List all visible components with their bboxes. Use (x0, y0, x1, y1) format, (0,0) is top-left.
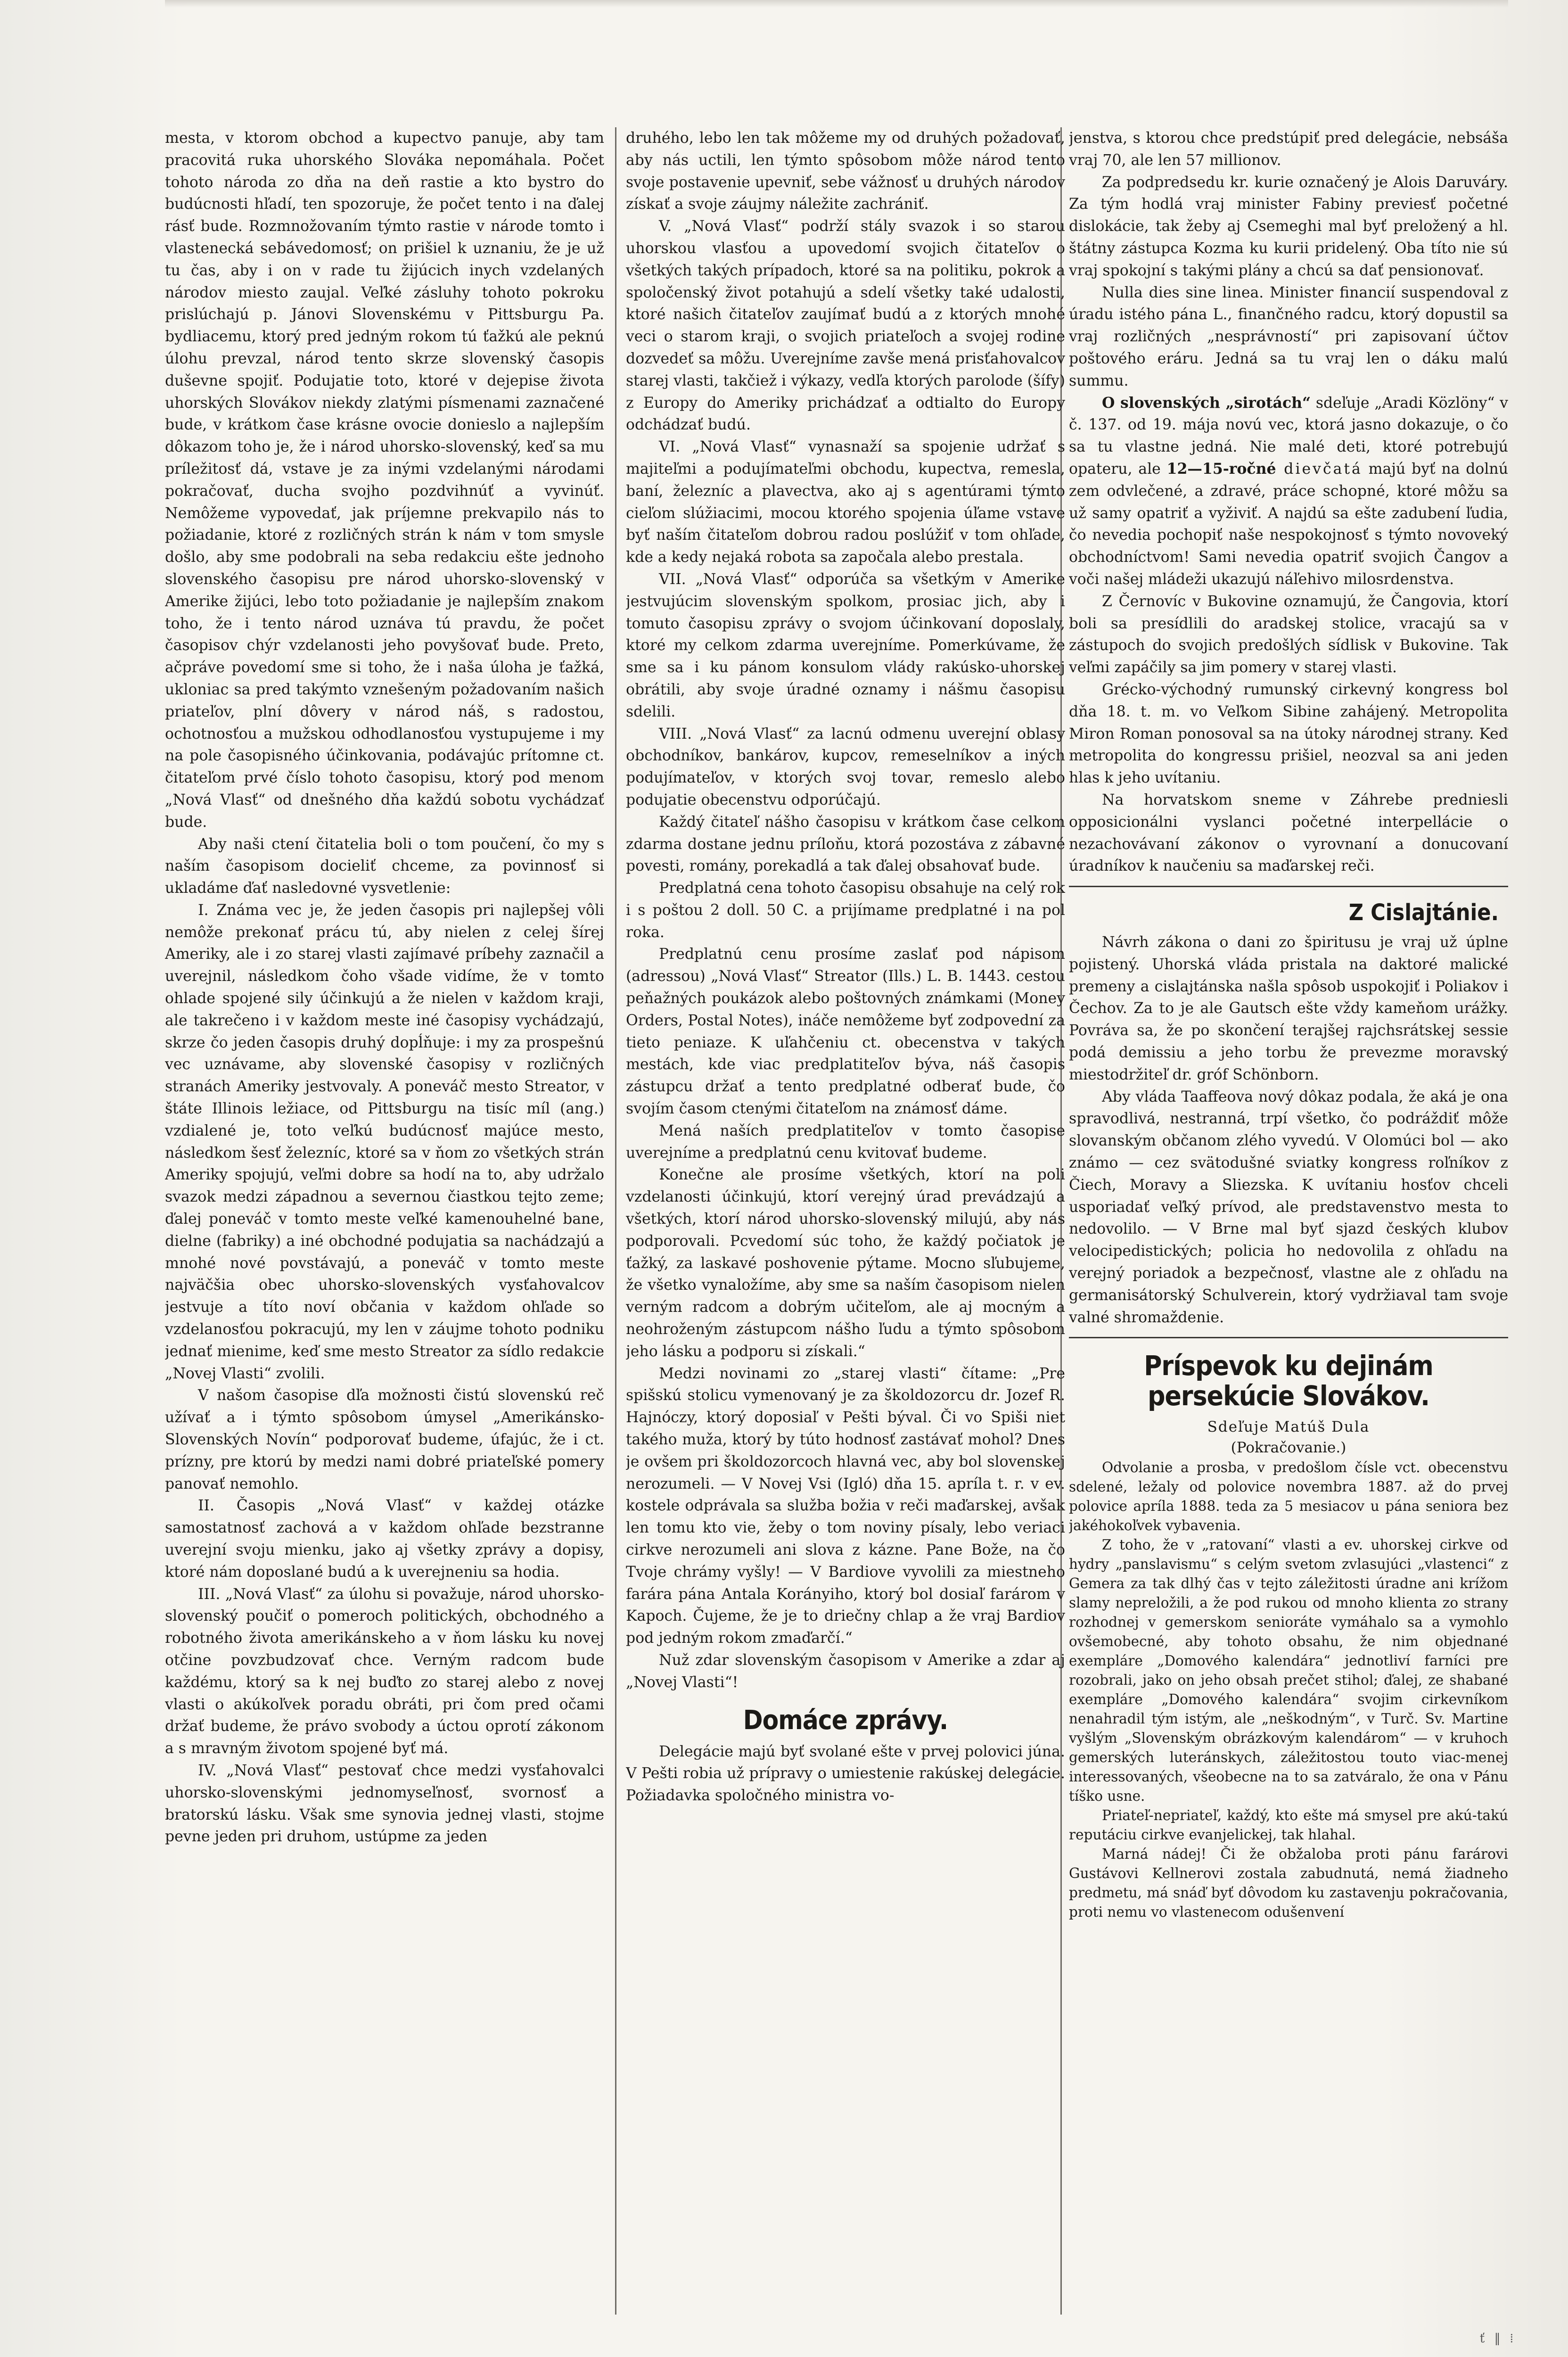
article-paragraph: Predplatná cena tohoto časopisu obsahuje na celý rok i s poštou 2 doll. 50 C. a prijímame predplatné i na pol roka. (626, 880, 1065, 941)
article-paragraph: V. „Nová Vlasť“ podrží stály svazok i so starou uhorskou vlasťou a upovedomí svojich čitateľov o všetkých takých prípadoch, ktoré sa na politiku, pokrok a spoločenský život potahujú a sdelí všetky také udalosti, ktoré našich čitateľov zaujímať budú a z ktorých mnohé veci o starom kraji, o svojich priateľoch a svojej rodine dozvedeť sa môžu. Uverejníme zavše mená prisťahovalcov starej vlasti, takčiež i výkazy, vedľa ktorých parolode (šífy) z Europy do Ameriky prichádzať a odtialto do Europy odchádzať budú. (626, 218, 1065, 434)
article-paragraph: Aby naši ctení čitatelia boli o tom poučení, čo my s naším časopisom docieliť chceme, za povinnosť si ukladáme ďať nasledovné vysvetlenie: (165, 835, 604, 897)
section-rule (1069, 886, 1508, 887)
article-paragraph: Z Černovíc v Bukovine oznamujú, že Čangovia, ktorí boli sa presídlili do aradskej stolice, vracajú sa v zástupoch do svojich predošlých sídlisk v Bukovine. Tak veľmi zapáčily sa jim pomery v starej vlasti. (1069, 593, 1508, 676)
section-heading-prispevok: Príspevok ku dejinám persekúcie Slovákov. (1144, 1350, 1433, 1412)
article-paragraph: jenstva, s ktorou chce predstúpiť pred delegácie, nebsáša vraj 70, ale len 57 millionov. (1069, 130, 1508, 169)
column-divider (615, 127, 616, 2315)
article-paragraph: VII. „Nová Vlasť“ odporúča sa všetkým v Amerike jestvujúcim slovenským spolkom, prosiac jich, aby i tomuto časopisu zprávy o svojom účinkovaní doposlaly, ktoré my celkom zdarma uverejníme. Pomerkúvame, že sme sa i ku pánom konsulom vlády rakúsko-uhorskej obrátili, aby svoje úradné oznamy i nášmu časopisu sdelili. (626, 570, 1065, 720)
article-byline: Sdeľuje Matúš Dula (1207, 1418, 1370, 1436)
article-paragraph: Grécko-východný rumunský cirkevný kongress bol dňa 18. t. m. vo Veľkom Sibine zahájený. Metropolita Miron Roman ponosoval sa na útoky národnej strany. Keď metropolita do kongressu prišiel, neozval sa ani jeden hlas k jeho uvítaniu. (1069, 681, 1508, 787)
article-paragraph: Za podpredsedu kr. kurie označený je Alois Daruváry. Za tým hodlá vraj minister Fabiny previesť početné dislokácie, tak žeby aj Csemeghi mal byť preložený a hl. štátny zástupca Kozma ku kurii pridelený. Oba títo nie sú vraj spokojní s takými plány a chcú sa dať pensionovať. (1069, 173, 1508, 279)
page-footer-mark: ť ‖ ⁞ (1479, 2332, 1516, 2346)
article-paragraph: Na horvatskom sneme v Záhrebe predniesli opposicionálni vyslanci početné interpellácie o nezachovávaní zákonov o vyrovnaní a donucovaní úradníkov k naučeniu sa maďarskej reči. (1069, 791, 1508, 875)
article-paragraph: III. „Nová Vlasť“ za úlohu si považuje, národ uhorsko-slovenský poučiť o pomeroch politických, obchodného a robotného života amerikánskeho a v ňom lásku ku novej otčine povzbudzovať chce. Verným radcom bude každému, ktorý sa k nej buďto zo starej alebo z novej vlasti o akúkoľvek poradu obráti, pri čom pred očami držať budeme, že právo svobody a úctou oprotí zákonom a s mravným životom spojené byť má. (165, 1585, 604, 1757)
article-paragraph: Medzi novinami zo „starej vlasti“ čítame: „Pre spišskú stolicu vymenovaný je za školdozorcu dr. Jozef R. Hajnóczy, ktorý doposiaľ v Pešti býval. Či vo Spiši niet takého muža, ktorý by túto hodnosť zastávať mohol? Dnes je ovšem pri školdozorcoch hlavná vec, aby bol slovenskej nerozumeli. — V Novej Vsi (Igló) dňa 15. apríla t. r. v ev. kostele odprávala sa služba božia v reči maďarskej, avšak len tomu kto vie, žeby o tom noviny písaly, lebo veriaci cirkve nerozumeli ani slova z kázne. Pane Bože, na čo Tvoje chrámy vyšly! — V Bardiove vyvolili za miestneho farára pána Antala Korányiho, ktorý bol dosiaľ farárom v Kapoch. Čujeme, že je to driečny chlap a že vraj Bardiov pod jedným rokom zmaďarčí.“ (626, 1365, 1065, 1647)
article-paragraph: druhého, lebo len tak môžeme my od druhých požadovať, aby nás uctili, len týmto spôsobom môže národ tento svoje postavenie upevniť, sebe vážnosť u druhých národov získať a svoje záujmy náležite zachrániť. (626, 130, 1065, 213)
top-edge-shadow (165, 0, 1508, 8)
article-text: majú byť na dolnú zem odvlečené, a zdravé, práce schopné, ktoré môžu sa už samy opatriť a vyživiť. A najdú sa ešte zadubení ľudia, čo nevedia pochopiť naše nespokojnosť s týmto novoveký obchodníctvom! Sami nevedia opatriť svojich Čangov a voči našej mládeži ukazujú náľehivo milosrdenstva. (1069, 460, 1508, 588)
article-paragraph: Odvolanie a prosba, v predošlom čísle vct. obecenstvu sdelené, ležaly od polovice novembra 1887. až do prvej polovice apríla 1888. teda za 5 mesiacov u pána seniora bez jakéhokoľvek vybavenia. (1069, 1459, 1508, 1534)
article-paragraph: Každý čitateľ nášho časopisu v krátkom čase celkom zdarma dostane jednu príloňu, ktorá pozostáva z zábavné povesti, romány, porekadlá a tak ďalej obsahovať bude. (626, 813, 1065, 875)
article-paragraph: VIII. „Nová Vlasť“ za lacnú odmenu uverejní oblasy obchodníkov, bankárov, kupcov, remeselníkov a iných podujímateľov, v ktorých svoj tovar, remeslo alebo podujatie obecenstvu odporúčajú. (626, 725, 1065, 808)
emphasis-age: 12—15-ročné (1166, 460, 1276, 478)
section-heading-domace: Domáce zprávy. (743, 1705, 948, 1736)
column-middle (626, 127, 1065, 2312)
article-paragraph: Priateľ-nepriateľ, každý, kto ešte má smysel pre akú-takú reputáciu cirkve evanjelickej, tak hlahal. (1069, 1807, 1508, 1843)
article-subtitle: (Pokračovanie.) (1231, 1439, 1346, 1457)
column-left (165, 127, 604, 2312)
article-paragraph: Delegácie majú byť svolané ešte v prvej polovici júna. V Pešti robia už prípravy o umiestenie rakúskej delegácie. Požiadavka spoločného ministra vo- (626, 1743, 1065, 1805)
article-paragraph: Predplatnú cenu prosíme zaslať pod nápisom (adressou) „Nová Vlasť“ Streator (Ills.) L. B. 1443. cestou peňažných poukázok alebo poštovných známkami (Money Orders, Postal Notes), ináče nemôžeme byť zodpovední za tieto peniaze. K uľahčeniu ct. obecenstva v takých mestách, kde viac predplatiteľov býva, náš časopis zástupcu držať a tento predplatné odberať bude, čo svojím časom ctenými čitateľom na známosť dáme. (626, 946, 1065, 1118)
article-paragraph: I. Známa vec je, že jeden časopis pri najlepšej vôli nemôže prekonať prácu tú, aby nielen z celej šírej Ameriky, ale i zo starej vlasti zajímavé príbehy zaznačil a uverejnil, následkom čoho všade vidíme, že v tomto ohlade spojené sily účinkujú a že nielen v každom kraji, ale takrečeno i v každom meste iné časopisy vychádzajú, skrze čo jeden časopis druhý dopĺňuje: i my za prospešnú vec uznávame, aby slovenské časopisy v rozličných stranách Ameriky jestvovaly. A poneváč mesto Streator, v štáte Illinois ležiace, od Pittsburgu na tisíc míl (ang.) vzdialené je, toto veľkú budúcnosť majúce mesto, následkom šesť železníc, ktoré sa v ňom zo všetkých strán Ameriky spojujú, veľmi dobre sa hodí na to, aby udržalo svazok medzi západnou a severnou čiastkou tejto zeme; ďalej poneváč v tomto meste veľké kamenouhelné bane, dielne (fabriky) a iné obchodné podujatia sa nachádzajú a mnohé nové povstávajú, a poneváč v tomto meste najväčšia obec uhorsko-slovenských vysťahovalcov jestvuje a títo noví občania v každom ohľade so vzdelanosťou pokracujú, my len v záujme tohoto podniku jednať mienime, keď sme mesto Streator za sídlo redakcie „Novej Vlasti“ zvolili. (165, 901, 604, 1382)
article-body-small (1069, 1458, 1508, 1922)
article-paragraph: II. Časopis „Nová Vlasť“ v každej otázke samostatnosť zachová a v každom ohľade bezstranne uverejní svoju mienku, jako aj všetky zprávy a dopisy, ktoré nám doposlané budú a k uverejneniu sa hodia. (165, 1497, 604, 1581)
article-paragraph: Návrh zákona o dani zo špiritusu je vraj už úplne pojistený. Uhorská vláda pristala na daktoré malické premeny a cislajtánska našla spôsob uspokojiť i Poliakov i Čechov. Za to je ale Gautsch ešte vždy kameňom urážky. Povráva sa, že po skončení terajšej rajchsrátskej sessie podá demissiu a jeho torbu že prevezme moravský miestodržiteľ dr. gróf Schönborn. (1069, 934, 1508, 1083)
article-paragraph: Nulla dies sine linea. Minister financií suspendoval z úradu istého pána L., finančného radcu, ktorý dopustil sa vraj rozličných „nesprávností“ pri zapisovaní účtov poštového eráru. Jedná sa tu vraj len o dáku malú summu. (1069, 284, 1508, 389)
article-paragraph: Marná nádej! Či že obžaloba proti pánu farárovi Gustávovi Kellnerovi zostala zabudnutá, nemá žiadneho predmetu, má snáď byť dôvodom ku zastavenju pokračovania, proti nemu vo vlastenecom odušenvení (1069, 1846, 1508, 1920)
article-paragraph: Aby vláda Taaffeova nový dôkaz podala, že aká je ona spravodlivá, nestranná, trpí všetko, čo podráždiť môže slovanským občanom zlého vyvedú. V Olomúci bol — ako známo — cez svätodušné sviatky kongress roľníkov z Čiech, Moravy a Sliezska. K uvítaniu hosťov chceli usporiadať veľký prívod, ale predstavenstvo mesta to nedovolilo. — V Brne mal byť sjazd českých klubov velocipedistických; policia ho nedovolila z ohľadu na verejný poriadok a bezpečnosť, vlastne ale z ohľadu na germanisátorský Schulverein, ktorý vydržiaval tam svoje valné shromaždenie. (1069, 1088, 1508, 1326)
article-paragraph: Z toho, že v „ratovaní“ vlasti a ev. uhorskej cirkve od hydry „panslavismu“ s celým svetom zvlasujúci „vlastenci“ z Gemera za tak dlhý čas v tejto záležitosti úradne ani krížom slamy nepreložili, a že pod rukou od mnoho klienta zo strany rozhodnej v gemerskom senioráte vymáhalo sa a vymohlo ovšemobecné, aby tohoto obsahu, že nim objednané exempláre „Domového kalendára“ jednotliví farníci pre rozobrali, jako on jeho obsah prečet stihol; ďalej, ze shabané exempláre „Domového kalendára“ svojim cirkevníkom nenahradil tým istým, ale „neškodným“, v Turč. Sv. Martine vyšlým „Slovenským obrázkovým kalendárom“ — v kruhoch gemerských luteránskych, záležitostou touto viac-menej interessovaných, všeobecne na to sa zatváralo, že ona v Pánu tíško usne. (1069, 1537, 1508, 1805)
section-heading-cislajtanie: Z Cislajtánie. (1348, 899, 1499, 926)
emphasis-spaced: dievčatá (1276, 460, 1363, 478)
article-paragraph: VI. „Nová Vlasť“ vynasnaží sa spojenie udržať s majiteľmi a podujímateľmi obchodu, kupectva, remesla, baní, železníc a plavectva, ako aj s agentúrami týmto cieľom slúžiacimi, mocou ktorého spojenia úľame vstave byť naším čitateľom dobrou radou poslúžiť v tom ohľade, kde a kedy nejaká robota sa započala alebo prestala. (626, 438, 1065, 566)
article-paragraph: IV. „Nová Vlasť“ pestovať chce medzi vysťahovalci uhorsko-slovenskými jednomyseľnosť, svornosť a bratorskú lásku. Však sme synovia jednej vlasti, stojme pevne jeden pri druhom, ustúpme za jeden (165, 1762, 604, 1846)
article-paragraph: mesta, v ktorom obchod a kupectvo panuje, aby tam pracovitá ruka uhorského Slováka nepomáhala. Počet tohoto národa zo dňa na deň rastie a kto bystro do budúcnosti hľadí, ten spozoruje, že počet tento i na ďalej rásť bude. Rozmnožovaním týmto rastie v národe tomto i vlastenecká sebávedomosť; on prišiel k uznaniu, že je už tu čas, aby i on v rade tu žijúcich inych vzdelaných národov miesto zaujal. Veľké zásluhy tohoto pokroku prislúchajú p. Jánovi Slovenskému v Pittsburgu Pa. bydliacemu, ktorý pred jedným rokom tú ťažkú ale peknú úlohu prevzal, národ tento skrze slovenský časopis duševne spojiť. Podujatie toto, ktoré v dejepise života uhorských Slovákov niekdy zlatými písmenami zaznačené bude, v krátkom čase krásne ovocie donieslo a najlepším dôkazom toho je, že i národ uhorsko-slovenský, keď sa mu príležitosť dá, vstave je za inými vzdelanými národami pokračovať, ducha svojho pozdvihnúť a vyvinúť. Nemôžeme vypovedať, jak príjemne prekvapilo nás to požiadanie, ktoré z rozličných strán k nám v tom smysle došlo, aby sme podobrali na seba redakciu ešte jednoho slovenského časopisu pre národ uhorsko-slovenský v Amerike žijúci, lebo toto požiadanie je najlepším znakom toho, že i tento národ uznáva tú pravdu, že počet časopisov chýr vzdelanosti jeho povyšovať bude. Preto, ačpráve povedomí sme si toho, že i naša úloha je ťažká, ukloniac sa pred takýmto vznešeným požadovaním našich priateľov, plní dôvery v národ náš, s radostou, ochotnosťou a mužskou odhodlanosťou vystupujeme i my na pole časopisného účinkovania, podávajúc prítomne ct. čitateľom prvé číslo tohoto časopisu, ktorý pod menom „Nová Vlasť“ od dnešného dňa každú sobotu vychádzať bude. (165, 130, 604, 831)
column-right (1069, 127, 1508, 2312)
article-paragraph: V našom časopise dľa možnosti čistú slovenskú reč užívať a i týmto spôsobom úmysel „Amerikánsko-Slovenských Novín“ podporovať budeme, úfajúc, že i ct. prízny, pre ktorú by medzi nami dobré priateľské pomery panovať nemohlo. (165, 1387, 604, 1492)
article-lead: O slovenských „sirotách“ (1102, 394, 1311, 412)
article-paragraph: Konečne ale prosíme všetkých, ktorí na poli vzdelanosti účinkujú, ktorí verejný úrad prevádzajú a všetkých, ktorí národ uhorsko-slovenský milujú, aby nás podporovali. Pcvedomí súc toho, že každý počiatok je ťažký, za laskavé poshovenie pýtame. Mocno sľubujeme, že všetko vynaložíme, aby sme sa naším časopisom nielen verným radcom a dobrým učiteľom, ale aj mocným a neohroženým zástupcom nášho ľudu a týmto spôsobom jeho lásku a podporu si získali.“ (626, 1166, 1065, 1360)
article-paragraph: Nuž zdar slovenským časopisom v Amerike a zdar aj „Novej Vlasti“! (626, 1651, 1065, 1691)
article-paragraph (1069, 392, 1508, 591)
article-text: sdeľuje „Aradi Közlöny“ v č. 137. od 19. mája novú vec, ktorá jasno dokazuje, o čo sa tu vlastne jedná. Nie malé deti, ktoré potrebujú opateru, ale (1069, 394, 1508, 478)
section-rule (1069, 1337, 1508, 1338)
article-paragraph: Mená naších predplatiteľov v tomto časopise uverejníme a predplatnú cenu kvitovať budeme. (626, 1122, 1065, 1162)
